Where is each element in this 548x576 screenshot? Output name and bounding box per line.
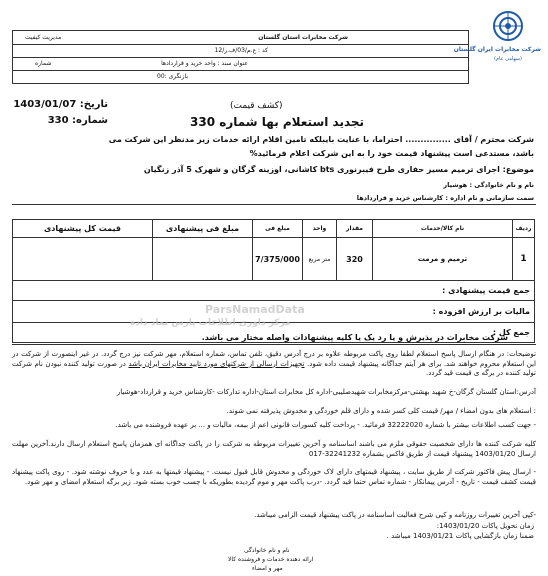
row-proposed-unit-price	[153, 238, 253, 281]
delivery-date: زمان تحویل پاکات 1403/01/20:	[436, 522, 534, 530]
signatory-unit: سمت سازمانی و نام اداره : کارشناس خرید و قراردادها	[356, 194, 534, 202]
address-note: آدرس:استان گلستان گرگان-خ شهید بهشتی-مرکزمخابرات شهیدصلیبی-اداره کل مخابرات استان-اداره تدارکات -کارشناس خرید و قرارداد-هوشیار	[116, 388, 536, 396]
signature-stamp-label: مهر و امضاء	[252, 565, 283, 572]
watermark-text: ParsNamadData	[205, 303, 305, 316]
header-proposed-total: قیمت کل پیشنهادی	[13, 220, 153, 238]
row-proposed-total	[13, 238, 153, 281]
header-qty: مقدار	[337, 220, 373, 238]
notes-paragraph-1: توضیحات: در هنگام ارسال پاسخ استعلام لطفا روی پاکت مربوطه علاوه بر درج آدرس دقیق، تلفن تماس، شماره استعلام، مهر شرکت نیز درج گردد. در غیر اینصورت از شرکت در این استعلام محروم خواهند شد. برای هر آیتم جداگانه پیشنهاد قیمت داده شود. تجهیزات ارسالی از شرکتهای مورد تایید مخابرات ایران باشد در صورت تولید کننده نبودن نام شرکت تولید کننده در برگه ی قیمت قید گردد.	[12, 350, 536, 377]
letter-number: شماره: 330	[47, 115, 108, 126]
divider	[12, 204, 536, 205]
row-unit-price: 7/375/000	[253, 238, 303, 281]
approved-suppliers-note: تجهیزات ارسالی از شرکتهای مورد تایید مخابرات ایران باشد	[128, 359, 305, 368]
header-unit-price: مبلغ فی	[253, 220, 303, 238]
header-proposed-unit-price: مبلغ فی پیشنهادی	[153, 220, 253, 238]
row-unit: متر مربع	[303, 238, 337, 281]
grand-total-label: جمع کل :	[13, 323, 535, 343]
signatory-name: نام و نام خانوادگی : هوشیار	[443, 181, 534, 189]
signature-requirement-note: : استعلام های بدون امضاء / مهر/ قیمت کلی کسر شده و دارای قلم خوردگی و مخدوش پذیرفته نمی شوند.	[226, 407, 536, 415]
price-inquiry-subtitle: (کشف قیمت)	[230, 101, 283, 111]
subject-line: موضوع: اجرای ترمیم مسیر حفاری طرح فیبرنوری bts کاشانی، اوزینه گرگان و شهرک 5 آذر زنگیان	[143, 165, 534, 174]
number-label: شماره	[35, 60, 52, 67]
header-unit: واحد	[303, 220, 337, 238]
telecom-logo-icon	[475, 6, 541, 46]
divider	[12, 344, 536, 345]
rights-statement: شرکت مخابرات در پذیرش و یا رد یک یا کلیه پیشنهادات واصله مختار می باشد.	[201, 333, 508, 342]
body-line-1: شرکت محترم / آقای ............... احتراما، با عنایت بایبلکه تامین اقلام ارائه خدمات زیر مدنظر این شرکت می	[108, 135, 534, 144]
logo-company-name: شرکت مخابرات ایران گلستان	[453, 46, 541, 53]
row-qty: 320	[337, 238, 373, 281]
logo-company-type: (سهامی عام)	[494, 56, 522, 62]
quality-management-label: مدیریت کیفیت	[25, 34, 62, 41]
org-name: شرکت مخابرات استان گلستان	[258, 34, 348, 41]
watermark-subtext: مرکز داوری اطلاعات پارس نماد داده	[130, 318, 291, 328]
table-row	[13, 238, 535, 281]
opening-date: ضمنا زمان بازگشایی پاکات 1403/01/21 میباشد .	[386, 532, 534, 540]
company-logo	[453, 6, 541, 68]
signature-role-label: ارائه دهنده خدمات و فروشنده کالا	[228, 556, 314, 563]
inquiry-title: تجدید استعلام بها شماره 330	[190, 115, 365, 129]
document-header	[12, 30, 469, 84]
document-code: کد : ع.م/03/ف.ر/12	[214, 47, 268, 54]
letter-date: تاریخ: 1403/01/07	[13, 99, 108, 110]
row-item: ترمیم و مرمت	[373, 238, 513, 281]
legal-entity-note: کلیه شرکت کننده ها دارای شخصیت حقوقی ملزم می باشند اساسنامه و آخرین تغییرات مربوطه به شرکت را در پاکت جداگانه ای همزمان پاسخ استعلام ارسال دارند.آخرین مهلت ارسال 1403/01/20 پیشنهاد قیمت از طریق فاکس بشماره 32241232-017	[12, 440, 536, 458]
total-row	[13, 281, 535, 301]
submission-rules-note: - ارسال پیش فاکتور شرکت از طریق سایت ، پیشنهاد قیمتهای دارای لاک خوردگی و مخدوش قابل قبول نیست. - پیشنهاد قیمتها به عدد و با حروف نوشته شود. - روی پاکت پیشنهاد قیمت کشف قیمت - تاریخ - آدرس پیمانکار - شماره تماس حتما قید گردد. -درب پاکت مهر و موم گردیده بطوریکه با چسب خوب بسته شود. زیر برگه استعلام امضای و مهر شود.	[12, 468, 536, 486]
total-price-label: جمع قیمت پیشنهادی :	[13, 281, 535, 301]
document-title: عنوان سند : واحد خرید و قراردادها	[161, 60, 248, 67]
header-item: نام کالا/خدمات	[373, 220, 513, 238]
vat-label: مالیات بر ارزش افزوده :	[13, 301, 535, 323]
contact-and-taxes-note: - جهت کسب اطلاعات بیشتر با شماره 32222020 فرمائید. - پرداخت کلیه کسورات قانونی اعم از بیمه، مالیات و ... بر عهده فروشنده می باشد.	[115, 421, 536, 429]
header-row-number: ردیف	[513, 220, 535, 238]
revision-label: بازنگری :00	[157, 73, 188, 80]
row-number: 1	[513, 238, 535, 281]
documents-note: -کپی آخرین تغییرات روزنامه و کپی شرح فعالیت اساسنامه در پاکت پیشنهاد قیمت الزامی میباشد.	[254, 511, 536, 519]
table-header-row	[13, 220, 535, 238]
signature-name-label: نام و نام خانوادگی	[244, 547, 290, 554]
body-line-2: باشد، مستدعی است پیشنهاد قیمت خود را به این شرکت اعلام فرمائید%	[249, 149, 534, 158]
